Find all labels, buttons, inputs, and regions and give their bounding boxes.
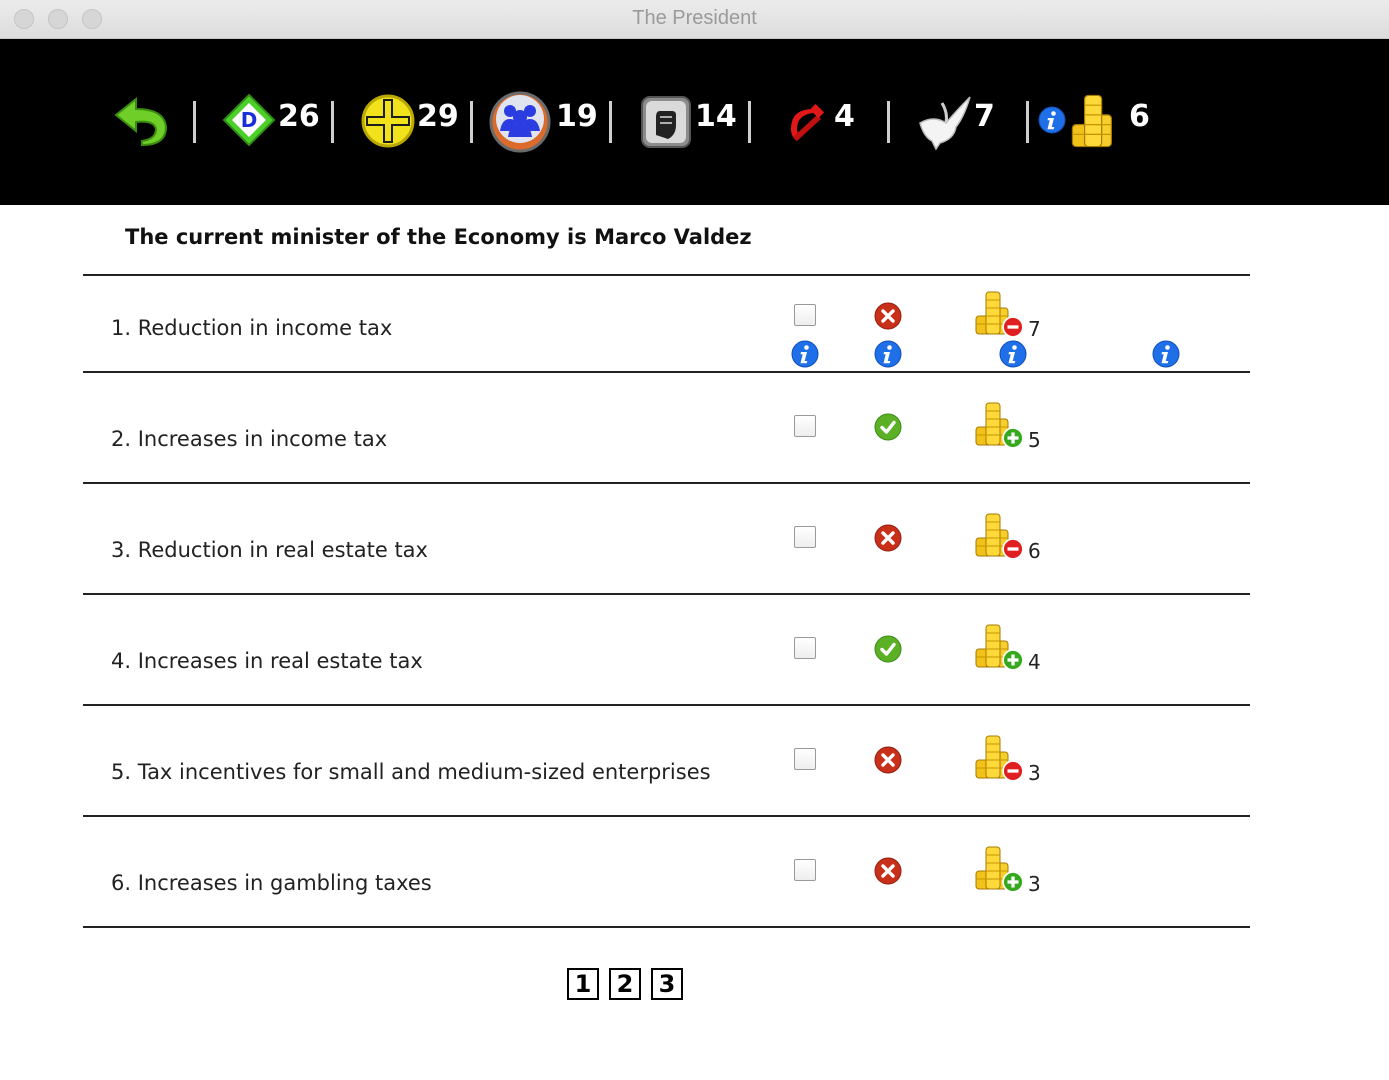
approved-check-icon	[874, 635, 902, 663]
policy-cost: 7	[1028, 317, 1041, 341]
separator	[1026, 101, 1029, 143]
rejected-x-icon	[874, 746, 902, 774]
resistance-count: 14	[695, 99, 737, 134]
page-button-3[interactable]: 3	[651, 968, 683, 1000]
policy-checkbox[interactable]	[794, 304, 816, 326]
cost-minus-icon	[1002, 760, 1024, 782]
window-titlebar	[0, 0, 1389, 39]
separator	[331, 101, 334, 143]
policy-cost: 3	[1028, 872, 1041, 896]
extra-info-icon[interactable]	[1152, 340, 1180, 368]
separator	[748, 101, 751, 143]
separator	[609, 101, 612, 143]
policy-label: 2. Increases in income tax	[111, 427, 388, 451]
table-divider	[83, 926, 1250, 928]
policy-label: 4. Increases in real estate tax	[111, 649, 423, 673]
policy-checkbox[interactable]	[794, 415, 816, 437]
communists-count: 4	[834, 99, 855, 134]
separator	[887, 101, 890, 143]
table-divider	[83, 593, 1250, 595]
population-icon	[488, 91, 552, 153]
policy-label: 3. Reduction in real estate tax	[111, 538, 428, 562]
cost-plus-icon	[1002, 871, 1024, 893]
policy-cost: 6	[1028, 539, 1041, 563]
policy-checkbox[interactable]	[794, 748, 816, 770]
cost-plus-icon	[1002, 427, 1024, 449]
separator	[470, 101, 473, 143]
cost-minus-icon	[1002, 538, 1024, 560]
table-divider	[83, 815, 1250, 817]
approved-check-icon	[874, 413, 902, 441]
money-count: 6	[1129, 99, 1150, 134]
back-arrow-icon[interactable]	[112, 95, 170, 147]
table-divider	[83, 704, 1250, 706]
policy-label: 6. Increases in gambling taxes	[111, 871, 432, 895]
peace-dove-icon	[916, 93, 972, 151]
religion-count: 29	[417, 99, 459, 134]
democrats-count: 26	[278, 99, 320, 134]
cost-info-icon[interactable]	[999, 340, 1027, 368]
status-info-icon[interactable]	[874, 340, 902, 368]
table-divider	[83, 482, 1250, 484]
policy-label: 1. Reduction in income tax	[111, 316, 393, 340]
rejected-x-icon	[874, 857, 902, 885]
religion-cross-icon	[360, 93, 416, 149]
policy-label: 5. Tax incentives for small and medium-sized enterprises	[111, 760, 711, 784]
page-button-1[interactable]: 1	[567, 968, 599, 1000]
policy-checkbox[interactable]	[794, 859, 816, 881]
money-coins-icon	[1070, 93, 1126, 149]
hammer-sickle-icon	[783, 101, 827, 145]
money-info-icon[interactable]	[1038, 106, 1066, 134]
policy-checkbox[interactable]	[794, 637, 816, 659]
svg-text:D: D	[240, 108, 258, 132]
window-title: The President	[632, 7, 757, 29]
resistance-fist-icon	[640, 95, 692, 149]
table-divider	[83, 274, 1250, 276]
stats-bar	[0, 39, 1389, 205]
checkbox-info-icon[interactable]	[791, 340, 819, 368]
rejected-x-icon	[874, 524, 902, 552]
policy-cost: 5	[1028, 428, 1041, 452]
policy-checkbox[interactable]	[794, 526, 816, 548]
table-divider	[83, 371, 1250, 373]
policy-cost: 4	[1028, 650, 1041, 674]
minister-heading: The current minister of the Economy is Marco Valdez	[125, 225, 752, 249]
cost-minus-icon	[1002, 316, 1024, 338]
cost-plus-icon	[1002, 649, 1024, 671]
population-count: 19	[556, 99, 598, 134]
page-button-2[interactable]: 2	[609, 968, 641, 1000]
separator	[193, 101, 196, 143]
democrats-icon	[222, 93, 276, 147]
peace-count: 7	[974, 99, 995, 134]
rejected-x-icon	[874, 302, 902, 330]
policy-cost: 3	[1028, 761, 1041, 785]
